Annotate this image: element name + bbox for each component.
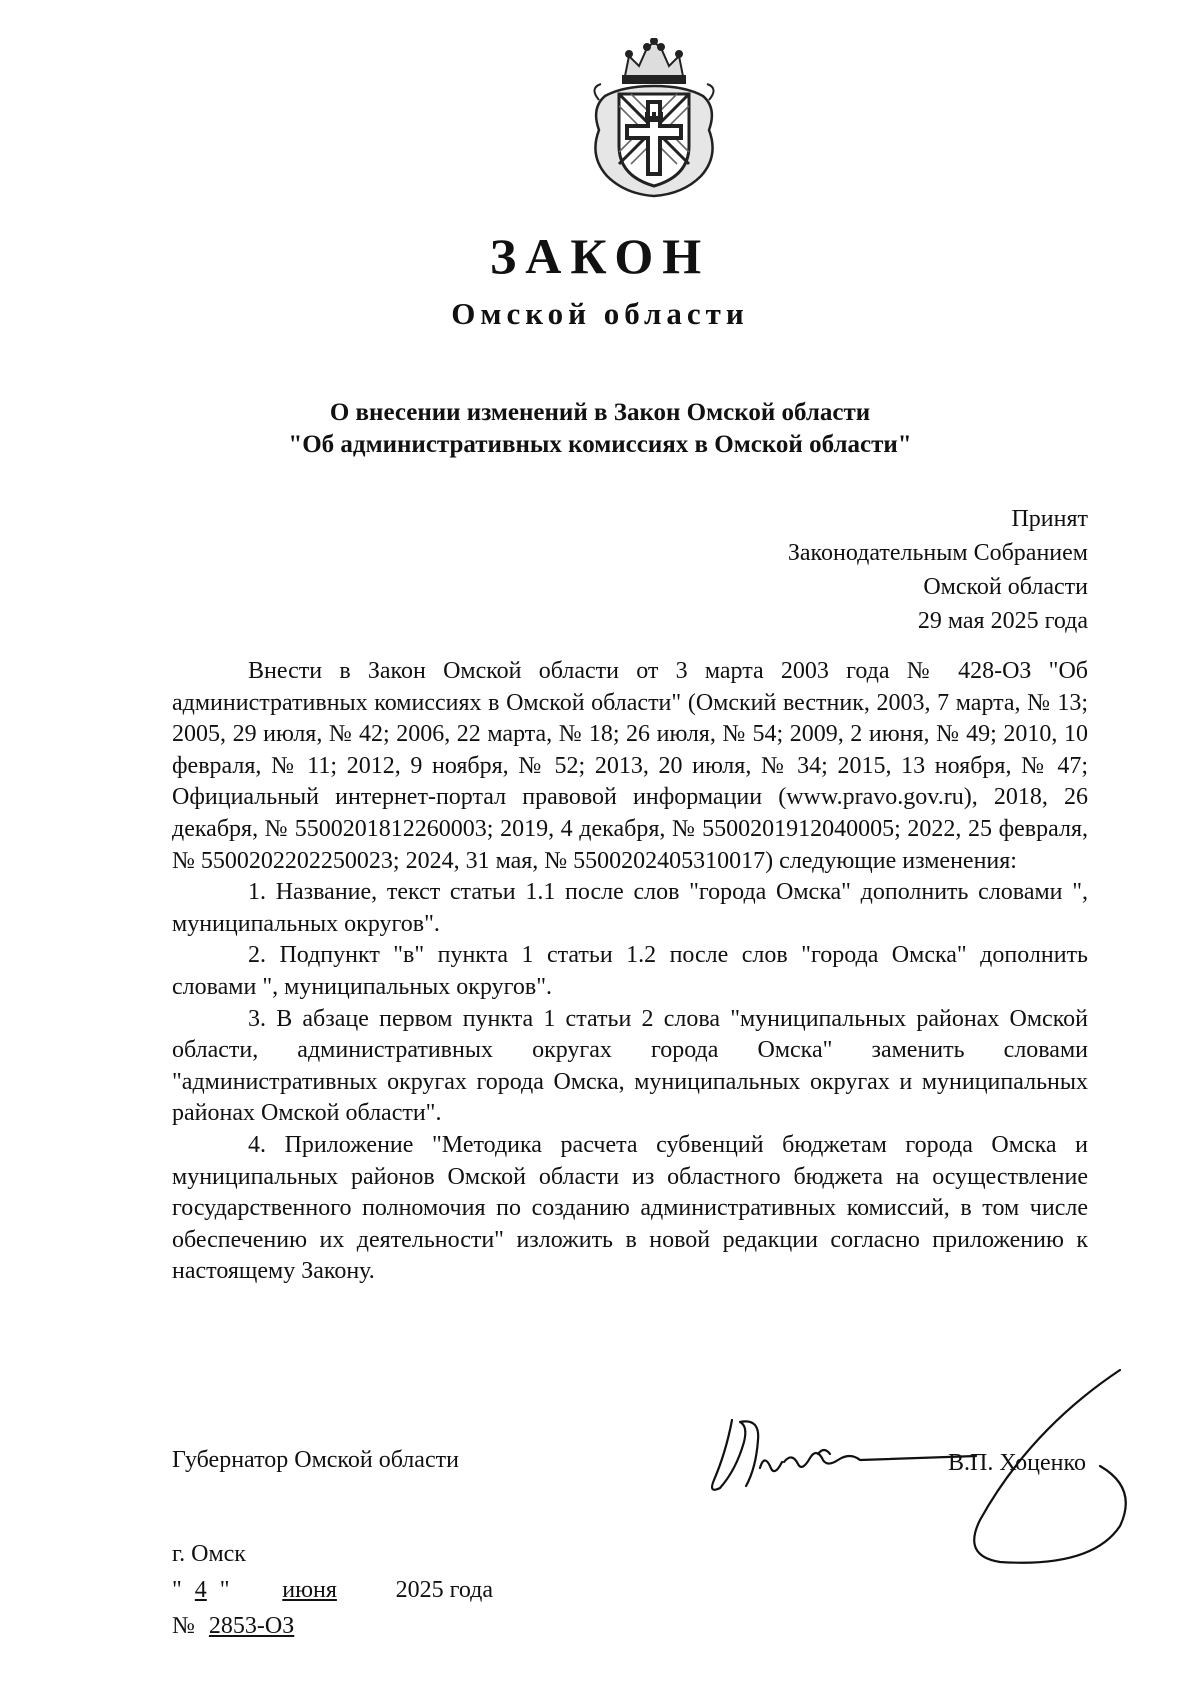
adoption-date: 29 мая 2025 года — [917, 608, 1088, 634]
adoption-line: Законодательным Собранием — [787, 540, 1088, 566]
date-quote-close: " — [219, 1577, 230, 1603]
date-year: 2025 года — [395, 1577, 494, 1603]
law-body — [172, 656, 1088, 1288]
adoption-line: Омской области — [923, 574, 1088, 600]
body-paragraph-item-4: 4. Приложение "Методика расчета субвенций бюджетам города Омска и муниципальных районов Омской области из областного бюджета на осуществление государственного полномочия по созданию административных комиссий, в том числе обеспечению их деятельности" изложить в новой редакции согласно приложению к настоящему Закону. — [172, 1131, 1088, 1285]
law-title — [0, 397, 1200, 461]
body-paragraph-item-3: 3. В абзаце первом пункта 1 статьи 2 слова "муниципальных районах Омской области, административных округах города Омска" заменить словами "административных округах города Омска, муниципальных округах и муниципальных районах Омской области". — [172, 1005, 1088, 1127]
body-paragraph-item-2: 2. Подпункт "в" пункта 1 статьи 1.2 после слов "города Омска" дополнить словами ", муниципальных округов". — [172, 942, 1088, 1000]
adoption-note — [788, 502, 1088, 638]
date-day: 4 — [194, 1577, 207, 1603]
issuing-region: Омской области — [451, 296, 749, 331]
signatory-title: Губернатор Омской области — [172, 1447, 459, 1473]
document-type-title: ЗАКОН — [489, 228, 711, 284]
body-paragraph-item-1: 1. Название, текст статьи 1.1 после слов "города Омска" дополнить словами ", муниципальных округов". — [172, 879, 1088, 937]
law-title-line: "Об административных комиссиях в Омской области" — [288, 431, 912, 458]
date-quote-open: " — [172, 1577, 182, 1603]
date-month: июня — [282, 1577, 337, 1603]
signing-date — [172, 1572, 493, 1608]
body-paragraph-intro: Внести в Закон Омской области от 3 марта 2003 года № 428-ОЗ "Об административных комиссиях в Омской области" (Омский вестник, 2003, 7 марта, № 13; 2005, 29 июля, № 42; 2006, 22 марта, № 18; 26 июля, № 54; 2009, 2 июня, № 49; 2010, 10 февраля, № 11; 2012, 9 ноября, № 52; 2013, 20 июля, № 34; 2015, 13 ноября, № 47; Официальный интернет-портал правовой информации (www.pravo.gov.ru), 2018, 26 декабря, № 5500201812260003; 2019, 4 декабря, № 5500201912040005; 2022, 25 февраля, № 5500202202250023; 2024, 31 мая, № 5500202405310017) следующие изменения: — [172, 658, 1088, 874]
law-number-prefix: № — [172, 1613, 195, 1639]
law-number-value: 2853-ОЗ — [208, 1613, 295, 1639]
place-of-signing: г. Омск — [172, 1541, 246, 1567]
law-title-line: О внесении изменений в Закон Омской области — [329, 399, 871, 426]
coat-of-arms-icon — [585, 38, 723, 198]
place-date-block — [172, 1536, 493, 1644]
law-number — [172, 1608, 493, 1644]
signatory-name: В.П. Хоценко — [948, 1450, 1086, 1476]
adoption-line: Принят — [1011, 506, 1088, 532]
